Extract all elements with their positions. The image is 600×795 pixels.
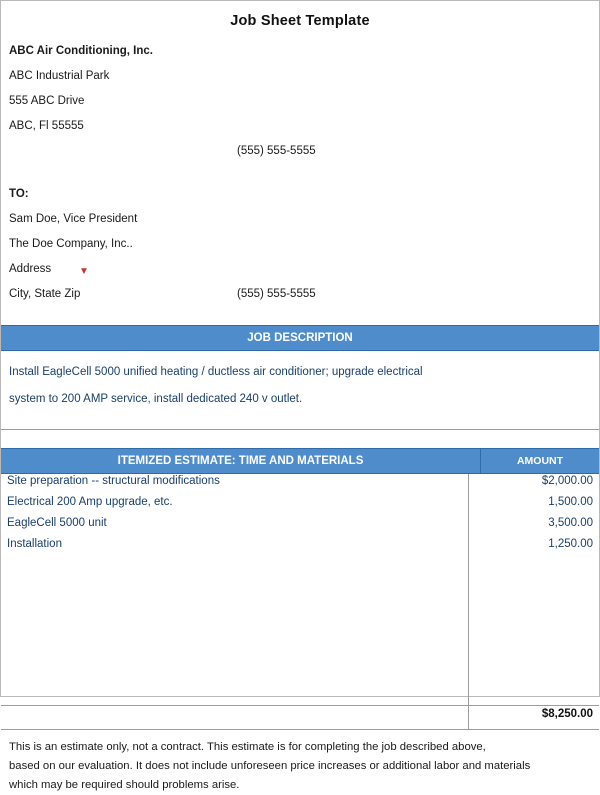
estimate-total-label — [1, 706, 469, 730]
item-description-empty — [1, 600, 469, 621]
table-row-empty — [1, 579, 599, 600]
spacer-before-estimate — [1, 430, 599, 448]
recipient-block — [1, 182, 599, 307]
item-description: Installation — [7, 538, 62, 550]
recipient-phone: (555) 555-5555 — [237, 288, 316, 300]
table-row-empty — [1, 621, 599, 642]
company-block — [1, 39, 599, 164]
recipient-address: Address — [9, 263, 52, 275]
footnote-block — [1, 730, 599, 795]
footnote-line-1: This is an estimate only, not a contract. This estimate is for completing the job described above, — [9, 741, 486, 753]
table-row — [1, 516, 599, 537]
item-amount-empty — [469, 558, 600, 579]
recipient-name: Sam Doe, Vice President — [9, 213, 138, 225]
item-description: EagleCell 5000 unit — [7, 517, 107, 529]
estimate-items — [1, 474, 599, 730]
item-description-empty — [1, 663, 469, 684]
item-amount-empty — [469, 684, 600, 706]
estimate-heading: ITEMIZED ESTIMATE: TIME AND MATERIALS — [1, 449, 481, 473]
company-phone-row — [9, 139, 591, 164]
recipient-city-phone-row — [9, 282, 591, 307]
recipient-label: TO: — [9, 188, 29, 200]
item-description: Site preparation -- structural modifications — [7, 475, 220, 487]
footnote-line-2: based on our evaluation. It does not include unforeseen price increases or additional labor and materials — [9, 760, 531, 772]
item-description-empty — [1, 579, 469, 600]
estimate-total-amount: $8,250.00 — [469, 706, 600, 730]
table-row — [1, 495, 599, 516]
red-caret-mark: ▼ — [79, 266, 89, 277]
item-description-empty — [1, 642, 469, 663]
item-description: Electrical 200 Amp upgrade, etc. — [7, 496, 173, 508]
estimate-heading-row — [1, 448, 599, 474]
company-phone: (555) 555-5555 — [237, 145, 316, 157]
company-address-line1: ABC Industrial Park — [9, 70, 110, 82]
spacer-after-company — [1, 164, 599, 182]
recipient-city-state-zip: City, State Zip — [9, 288, 81, 300]
company-address-line3: ABC, Fl 55555 — [9, 120, 84, 132]
table-row-empty — [1, 558, 599, 579]
page-title: Job Sheet Template — [230, 13, 370, 29]
estimate-amount-heading: AMOUNT — [516, 455, 564, 467]
item-description-empty — [1, 684, 469, 706]
footnote-line-3: which may be required should problems arise. — [9, 779, 240, 791]
spacer-before-description — [1, 307, 599, 325]
company-name: ABC Air Conditioning, Inc. — [9, 45, 153, 57]
recipient-company: The Doe Company, Inc.. — [9, 238, 133, 250]
item-amount-empty — [469, 579, 600, 600]
table-row-empty — [1, 684, 599, 706]
item-description-empty — [1, 558, 469, 579]
item-amount-empty — [469, 621, 600, 642]
job-description-line-1: Install EagleCell 5000 unified heating / ductless air conditioner; upgrade electrical — [9, 366, 423, 378]
table-row-empty — [1, 642, 599, 663]
estimate-table — [1, 474, 599, 729]
job-description-body — [1, 351, 599, 430]
table-row — [1, 474, 599, 495]
estimate-total-row — [1, 706, 599, 730]
company-address-line2: 555 ABC Drive — [9, 95, 85, 107]
item-amount: 1,500.00 — [469, 495, 600, 516]
item-amount: $2,000.00 — [469, 474, 600, 495]
item-amount-empty — [469, 642, 600, 663]
job-description-heading: JOB DESCRIPTION — [1, 325, 599, 351]
item-amount-empty — [469, 663, 600, 684]
table-row-empty — [1, 663, 599, 684]
item-amount-empty — [469, 600, 600, 621]
item-amount: 3,500.00 — [469, 516, 600, 537]
job-description-line-2: system to 200 AMP service, install dedicated 240 v outlet. — [9, 393, 303, 405]
table-row — [1, 537, 599, 558]
item-description-empty — [1, 621, 469, 642]
table-row-empty — [1, 600, 599, 621]
item-amount: 1,250.00 — [469, 537, 600, 558]
